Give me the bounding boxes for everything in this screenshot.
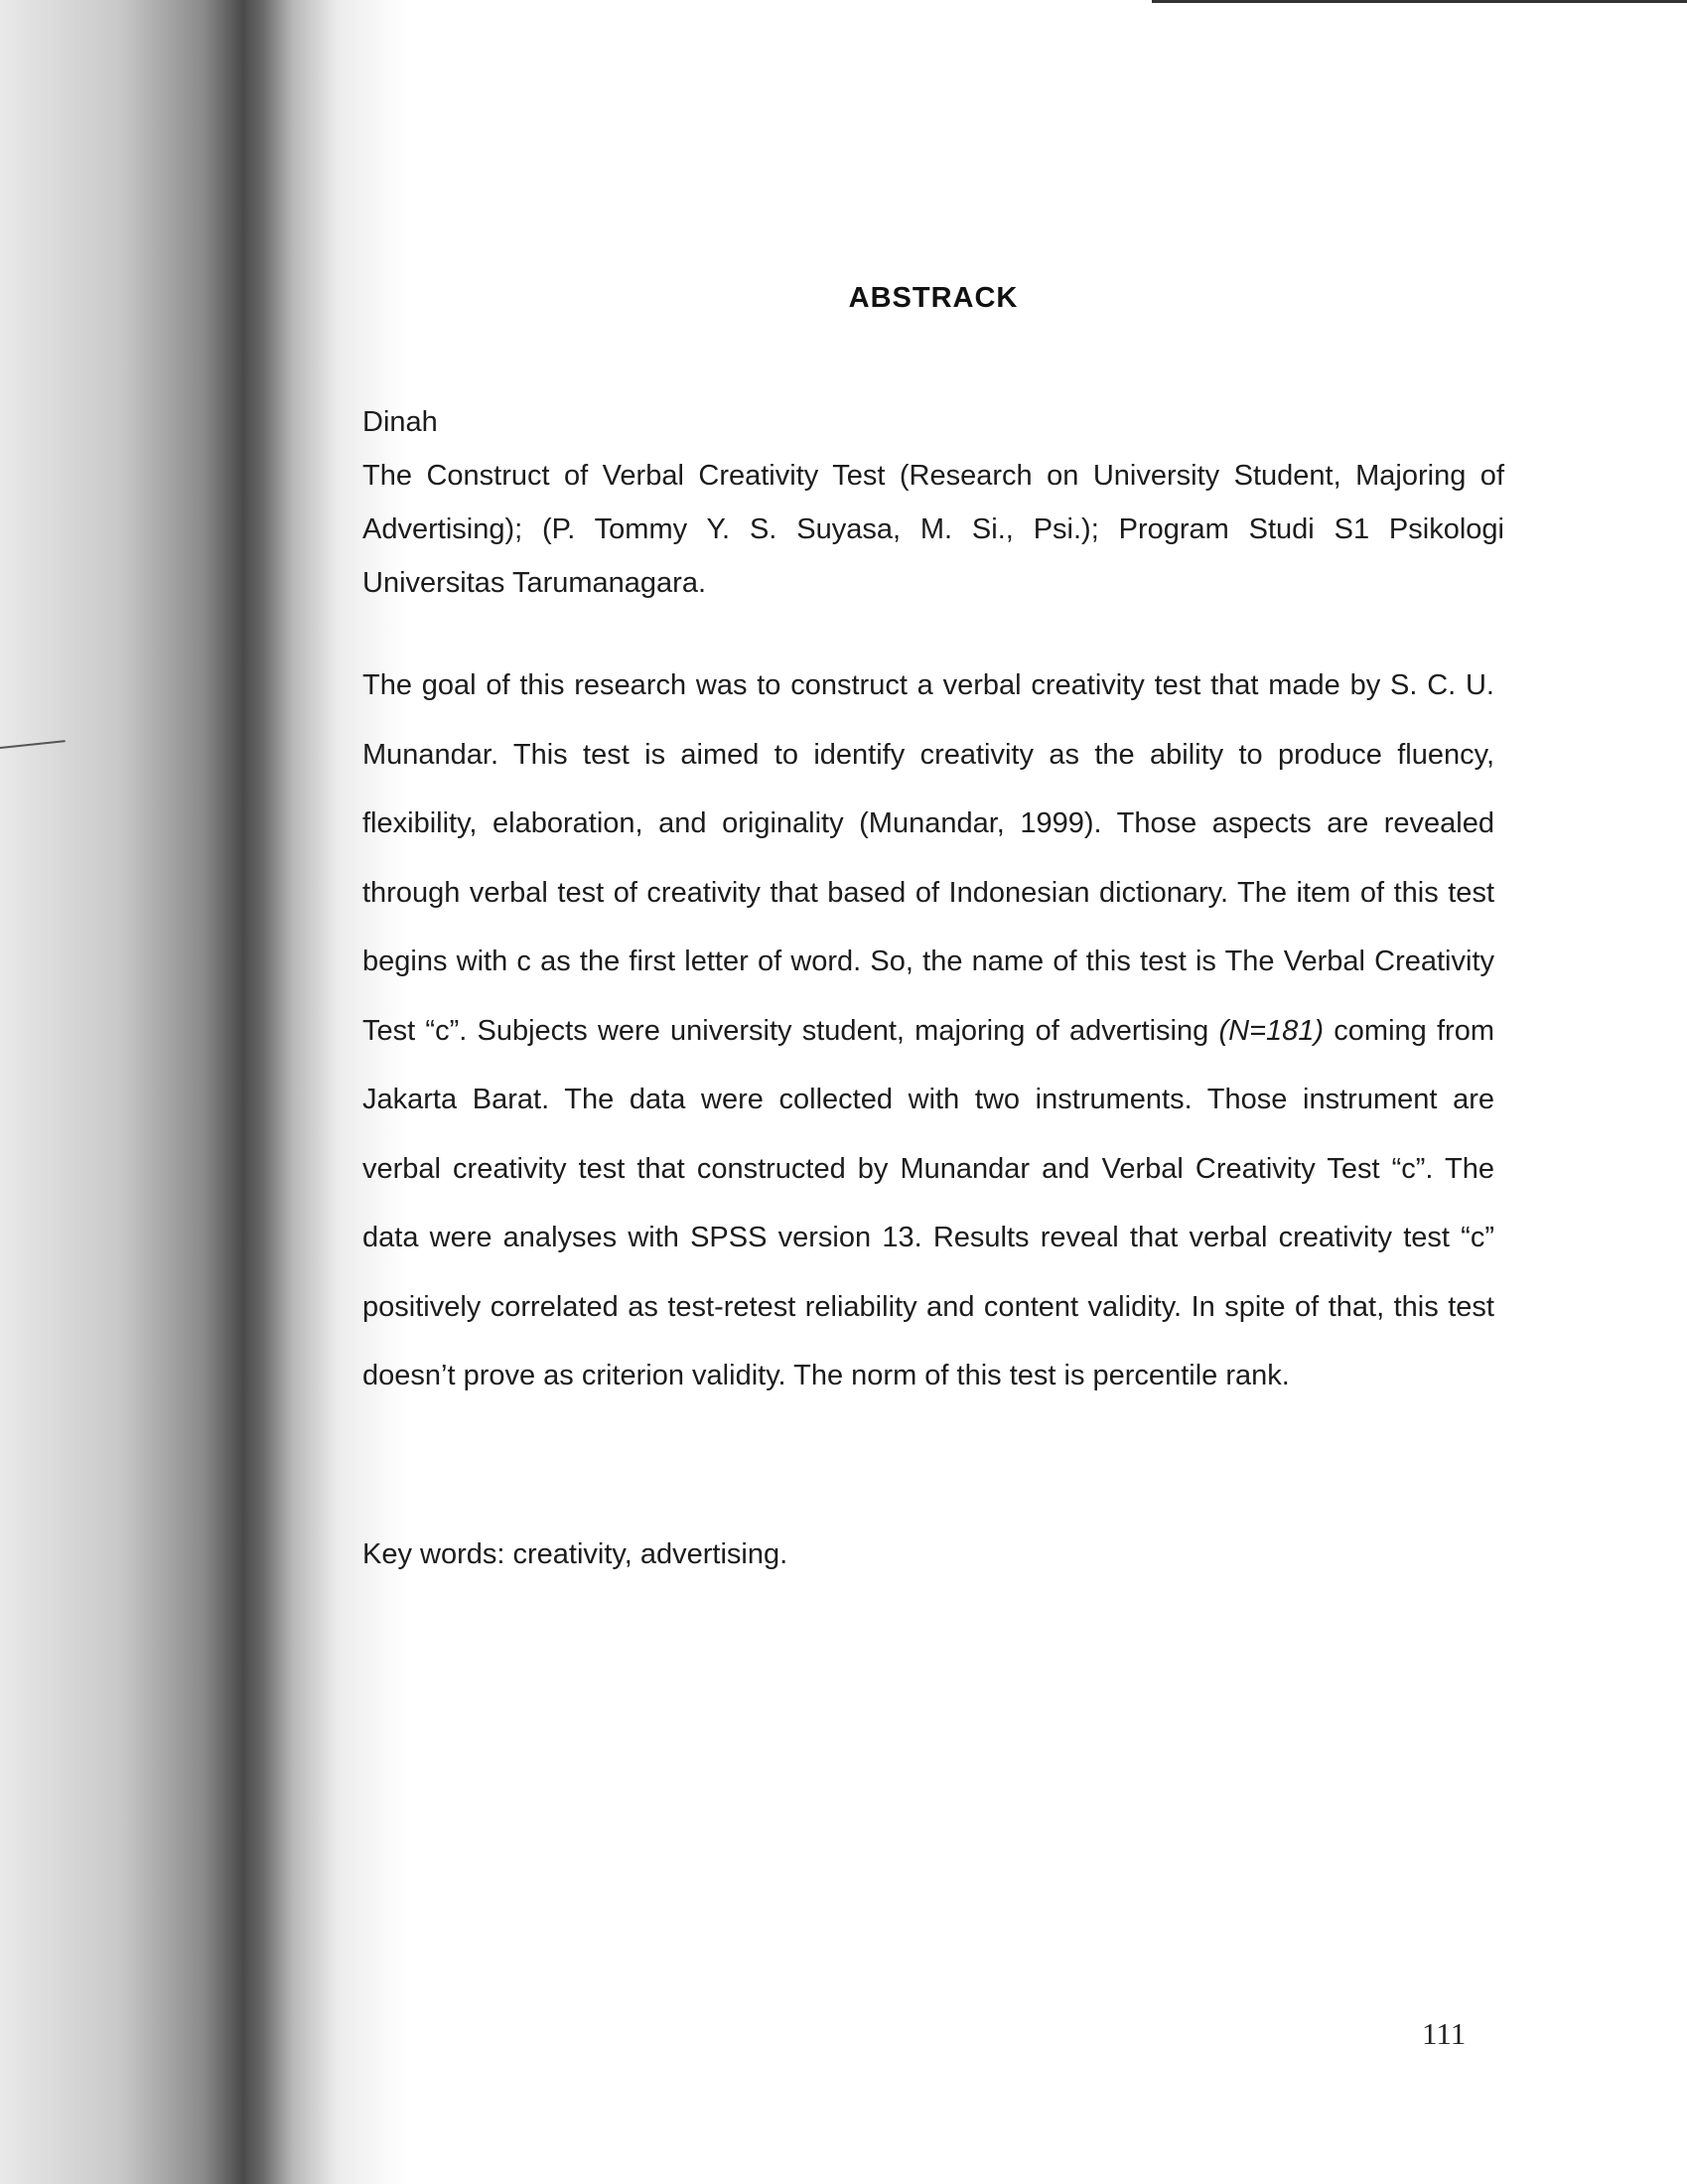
citation-text: The Construct of Verbal Creativity Test (Research on University Student, Majoring of Advertising); (P. Tommy Y. S. Suyasa, M. Si., Psi.); Program Studi S1 Psikologi Universitas Tarumanagara. bbox=[362, 460, 1504, 599]
author-name: Dinah bbox=[362, 406, 438, 438]
keywords-line: Key words: creativity, advertising. bbox=[362, 1538, 788, 1570]
binding-shadow bbox=[0, 0, 417, 2184]
page-number: 111 bbox=[1422, 2016, 1467, 2051]
top-edge-rule bbox=[1152, 0, 1687, 3]
sample-size: (N=181) bbox=[1218, 1014, 1325, 1047]
abstract-paragraph bbox=[362, 652, 1494, 1411]
citation-block bbox=[362, 395, 1504, 610]
abstract-text-part1: The goal of this research was to construct a verbal creativity test that made by S. C. U. Munandar. This test is aimed to identify creativity as the ability to produce fluency, flexibility, elaboration, and originality (Munandar, 1999). Those aspects are revealed through verbal test of creativity that based of Indonesian dictionary. The item of this test begins with c as the first letter of word. So, the name of this test is The Verbal Creativity Test “c”. Subjects were university student, majoring of advertising bbox=[362, 669, 1494, 1047]
abstract-title: ABSTRACK bbox=[848, 282, 1019, 314]
abstract-text-part2: coming from Jakarta Barat. The data were collected with two instruments. Those instrument are verbal creativity test that constructed by Munandar and Verbal Creativity Test “c”. The data were analyses with SPSS version 13. Results reveal that verbal creativity test “c” positively correlated as test-retest reliability and content validity. In spite of that, this test doesn’t prove as criterion validity. The norm of this test is percentile rank. bbox=[362, 1014, 1494, 1391]
